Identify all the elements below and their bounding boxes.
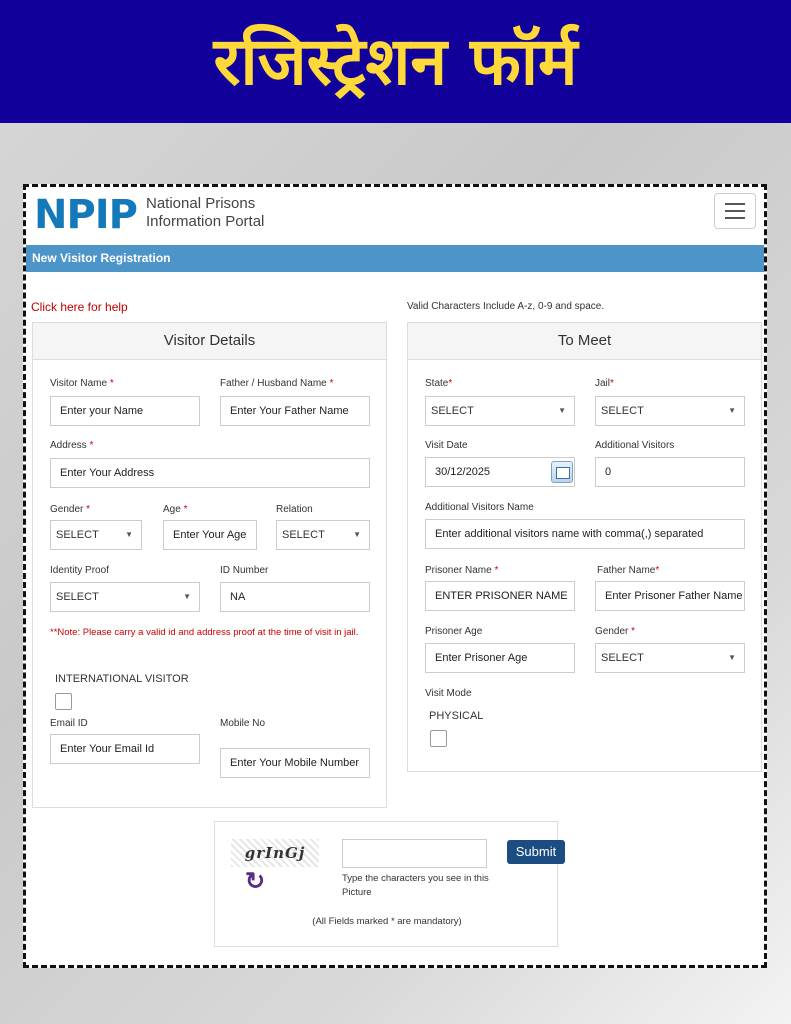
calendar-icon[interactable] xyxy=(551,461,573,483)
chevron-down-icon: ▼ xyxy=(353,530,361,539)
visit-date-label: Visit Date xyxy=(425,440,468,451)
visitor-name-input[interactable]: Enter your Name xyxy=(50,396,200,426)
screenshot-frame xyxy=(23,184,767,968)
chevron-down-icon: ▼ xyxy=(558,406,566,415)
captcha-image: grInGj xyxy=(231,839,319,867)
prisoner-name-input[interactable]: ENTER PRISONER NAME xyxy=(425,581,575,611)
portal-name-line2: Information Portal xyxy=(146,213,265,230)
age-label: Age * xyxy=(163,504,188,515)
prisoner-age-input[interactable]: Enter Prisoner Age xyxy=(425,643,575,673)
relation-label: Relation xyxy=(276,504,313,515)
additional-visitors-name-input[interactable]: Enter additional visitors name with comma(,) separated xyxy=(425,519,745,549)
additional-visitors-name-label: Additional Visitors Name xyxy=(425,502,534,513)
physical-label: PHYSICAL xyxy=(429,710,484,722)
captcha-hint: Type the characters you see in this Picture xyxy=(342,873,489,898)
international-visitor-checkbox[interactable] xyxy=(55,693,72,710)
state-label: State* xyxy=(425,378,453,389)
gender-label: Gender * xyxy=(50,504,91,515)
refresh-icon[interactable]: ↻ xyxy=(245,868,266,895)
to-meet-header: To Meet xyxy=(408,323,761,360)
chevron-down-icon: ▼ xyxy=(728,653,736,662)
page-banner xyxy=(0,0,791,123)
identity-proof-select[interactable]: SELECT ▼ xyxy=(50,582,200,612)
id-number-label: ID Number xyxy=(220,565,269,576)
chevron-down-icon: ▼ xyxy=(728,406,736,415)
prisoner-father-label: Father Name* xyxy=(597,565,660,576)
additional-visitors-input[interactable]: 0 xyxy=(595,457,745,487)
international-visitor-label: INTERNATIONAL VISITOR xyxy=(55,673,189,685)
email-label: Email ID xyxy=(50,718,88,729)
additional-visitors-label: Additional Visitors xyxy=(595,440,675,451)
id-number-input[interactable]: NA xyxy=(220,582,370,612)
chevron-down-icon: ▼ xyxy=(125,530,133,539)
prisoner-name-label: Prisoner Name * xyxy=(425,565,499,576)
visitor-name-label: Visitor Name * xyxy=(50,378,114,389)
banner-title: रजिस्ट्रेशन फॉर्म xyxy=(213,22,578,100)
prisoner-age-label: Prisoner Age xyxy=(425,626,483,637)
visitor-details-header: Visitor Details xyxy=(33,323,386,360)
father-name-input[interactable]: Enter Your Father Name xyxy=(220,396,370,426)
identity-proof-label: Identity Proof xyxy=(50,565,109,576)
address-label: Address * xyxy=(50,440,94,451)
mandatory-note: (All Fields marked * are mandatory) xyxy=(312,916,462,927)
submit-button[interactable]: Submit xyxy=(507,840,565,864)
id-proof-note: **Note: Please carry a valid id and address proof at the time of visit in jail. xyxy=(50,627,359,638)
visit-mode-label: Visit Mode xyxy=(425,688,472,699)
hamburger-menu-icon[interactable] xyxy=(714,193,756,229)
form-title-bar: New Visitor Registration xyxy=(26,245,764,272)
captcha-input[interactable] xyxy=(342,839,487,868)
mobile-input[interactable]: Enter Your Mobile Number xyxy=(220,748,370,778)
jail-label: Jail* xyxy=(595,378,614,389)
captcha-section xyxy=(214,821,558,947)
portal-name xyxy=(146,195,264,231)
help-link[interactable]: Click here for help xyxy=(31,300,128,314)
chevron-down-icon: ▼ xyxy=(183,592,191,601)
address-input[interactable]: Enter Your Address xyxy=(50,458,370,488)
visit-date-input[interactable]: 30/12/2025 xyxy=(425,457,575,487)
valid-characters-note: Valid Characters Include A-z, 0-9 and space. xyxy=(407,301,605,312)
jail-select[interactable]: SELECT ▼ xyxy=(595,396,745,426)
physical-checkbox[interactable] xyxy=(430,730,447,747)
relation-select[interactable]: SELECT ▼ xyxy=(276,520,370,550)
mobile-label: Mobile No xyxy=(220,718,266,729)
to-meet-panel xyxy=(407,322,762,772)
portal-name-line1: National Prisons xyxy=(146,195,256,212)
father-name-label: Father / Husband Name * xyxy=(220,378,334,389)
email-input[interactable]: Enter Your Email Id xyxy=(50,734,200,764)
state-select[interactable]: SELECT ▼ xyxy=(425,396,575,426)
npip-logo: NPIP xyxy=(34,192,137,238)
prisoner-gender-label: Gender * xyxy=(595,626,636,637)
gender-select[interactable]: SELECT ▼ xyxy=(50,520,142,550)
prisoner-gender-select[interactable]: SELECT ▼ xyxy=(595,643,745,673)
prisoner-father-input[interactable]: Enter Prisoner Father Name xyxy=(595,581,745,611)
visitor-details-panel xyxy=(32,322,387,808)
age-input[interactable]: Enter Your Age xyxy=(163,520,257,550)
